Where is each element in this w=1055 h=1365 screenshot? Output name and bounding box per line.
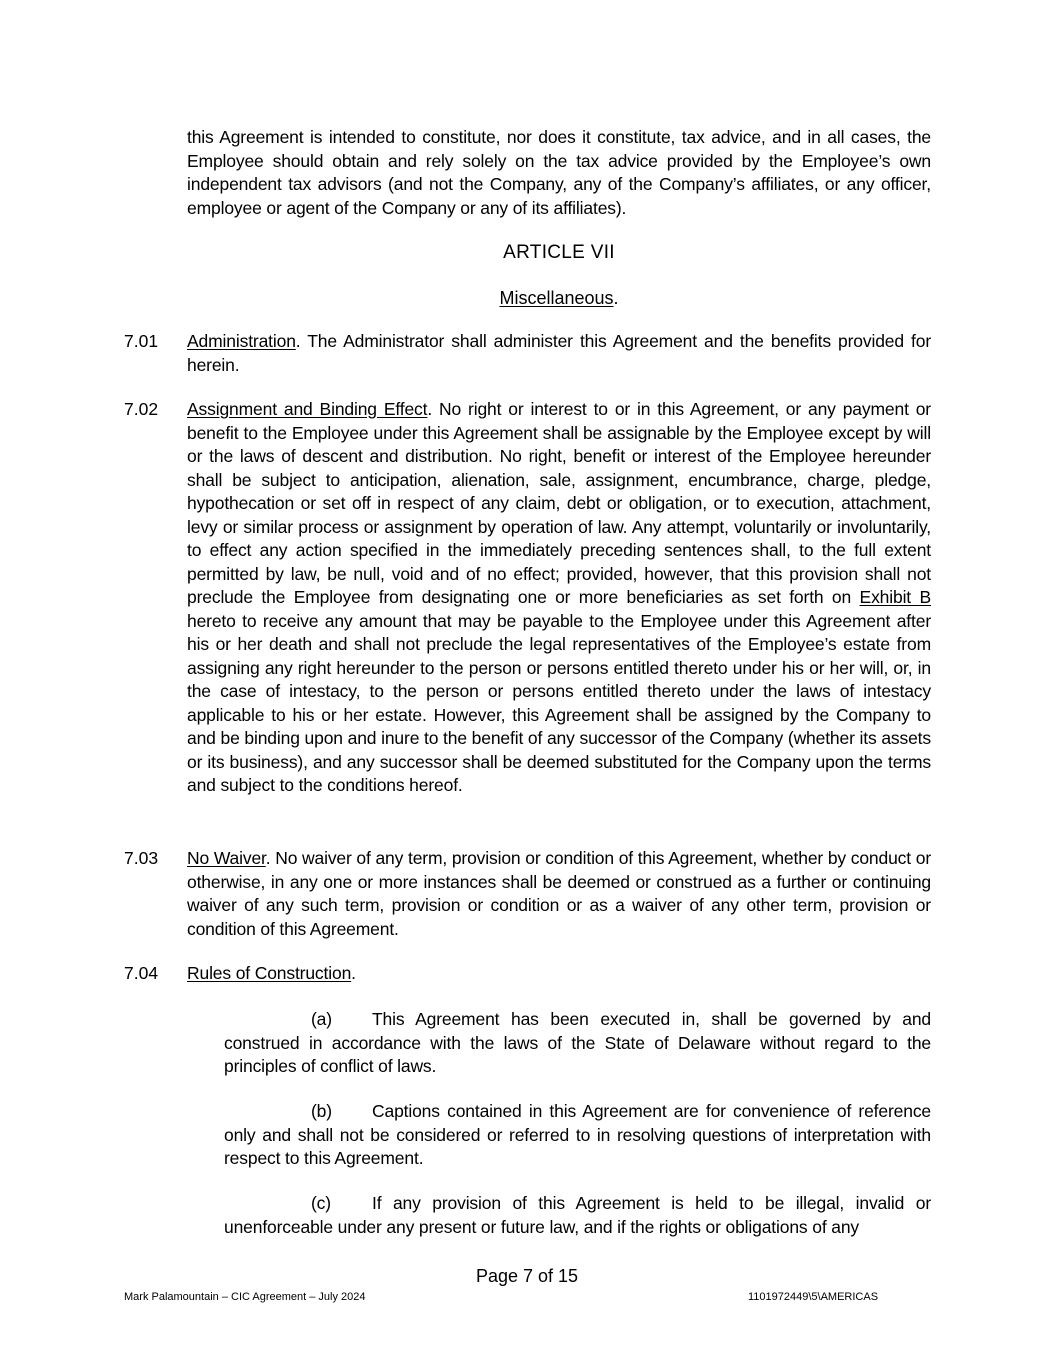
subsection-text: Captions contained in this Agreement are for convenience of reference only and shall not be considered or referred to in resolving questions of interpretation with respect to this Agreement. [224, 1101, 931, 1168]
section-number: 7.04 [124, 963, 159, 983]
section-body [187, 330, 931, 377]
section-text: . The Administrator shall administer this Agreement and the benefits provided for herein. [187, 331, 931, 375]
subsection-text: This Agreement has been executed in, shall be governed by and construed in accordance with the laws of the State of Delaware without regard to the principles of conflict of laws. [224, 1009, 931, 1076]
subsection-c [224, 1192, 931, 1239]
subsection-label: (c) [311, 1193, 331, 1213]
section-text: . [351, 963, 356, 983]
article-subtitle-suffix: . [613, 288, 619, 308]
section-number: 7.03 [124, 848, 159, 868]
section-body [187, 398, 931, 798]
section-body [187, 962, 931, 986]
exhibit-b-reference: Exhibit B [859, 587, 931, 607]
subsection-label: (a) [311, 1009, 332, 1029]
section-text: . No waiver of any term, provision or condition of this Agreement, whether by conduct or otherwise, in any one or more instances shall be deemed or construed as a further or continuing waiver of any such term, provision or condition or as a waiver of any other term, provision or condition of this Agreement. [187, 848, 931, 939]
subsection-a [224, 1008, 931, 1079]
section-heading: Rules of Construction [187, 963, 352, 983]
footer-document-id: 1101972449\5\AMERICAS [748, 1291, 879, 1303]
article-subtitle [187, 286, 931, 310]
section-text: . No right or interest to or in this Agreement, or any payment or benefit to the Employee under this Agreement shall be assignable by the Employee except by will or the laws of descent and distribution. No right, benefit or interest of the Employee hereunder shall be subject to anticipation, alienation, sale, assignment, encumbrance, charge, pledge, hypothecation or set off in respect of any claim, debt or obligation, or to execution, attachment, levy or similar process or assignment by operation of law. Any attempt, voluntarily or involuntarily, to effect any action specified in the immediately preceding sentences shall, to the full extent permitted by law, be null, void and of no effect; provided, however, that this provision shall not preclude the Employee from designating one or more beneficiaries as set forth on [187, 399, 931, 607]
section-text-continued: hereto to receive any amount that may be payable to the Employee under this Agreement after his or her death and shall not preclude the legal representatives of the Employee’s estate from assigning any right hereunder to the person or persons entitled thereto under his or her will, or, in the case of intestacy, to the person or persons entitled thereto under the laws of intestacy applicable to his or her estate. However, this Agreement shall be assigned by the Company to and be binding upon and inure to the benefit of any successor of the Company (whether its assets or its business), and any successor shall be deemed substituted for the Company upon the terms and subject to the conditions hereof. [187, 610, 931, 795]
section-heading: Administration [187, 331, 296, 351]
article-subtitle-text: Miscellaneous [499, 288, 614, 308]
subsection-label: (b) [311, 1101, 332, 1121]
section-heading: No Waiver [187, 848, 266, 868]
section-body [187, 847, 931, 941]
page-number: Page 7 of 15 [475, 1266, 579, 1286]
section-heading: Assignment and Binding Effect [187, 399, 428, 419]
footer-document-title: Mark Palamountain – CIC Agreement – July 2024 [124, 1291, 366, 1303]
article-title: ARTICLE VII [503, 242, 615, 263]
subsection-text: If any provision of this Agreement is held to be illegal, invalid or unenforceable under any present or future law, and if the rights or obligations of any [224, 1193, 931, 1237]
section-number: 7.02 [124, 399, 159, 419]
subsection-b [224, 1100, 931, 1171]
section-number: 7.01 [124, 331, 159, 351]
intro-paragraph: this Agreement is intended to constitute, nor does it constitute, tax advice, and in all cases, the Employee should obtain and rely solely on the tax advice provided by the Employee’s own independent tax advisors (and not the Company, any of the Company’s affiliates, or any officer, employee or agent of the Company or any of its affiliates). [187, 127, 931, 218]
